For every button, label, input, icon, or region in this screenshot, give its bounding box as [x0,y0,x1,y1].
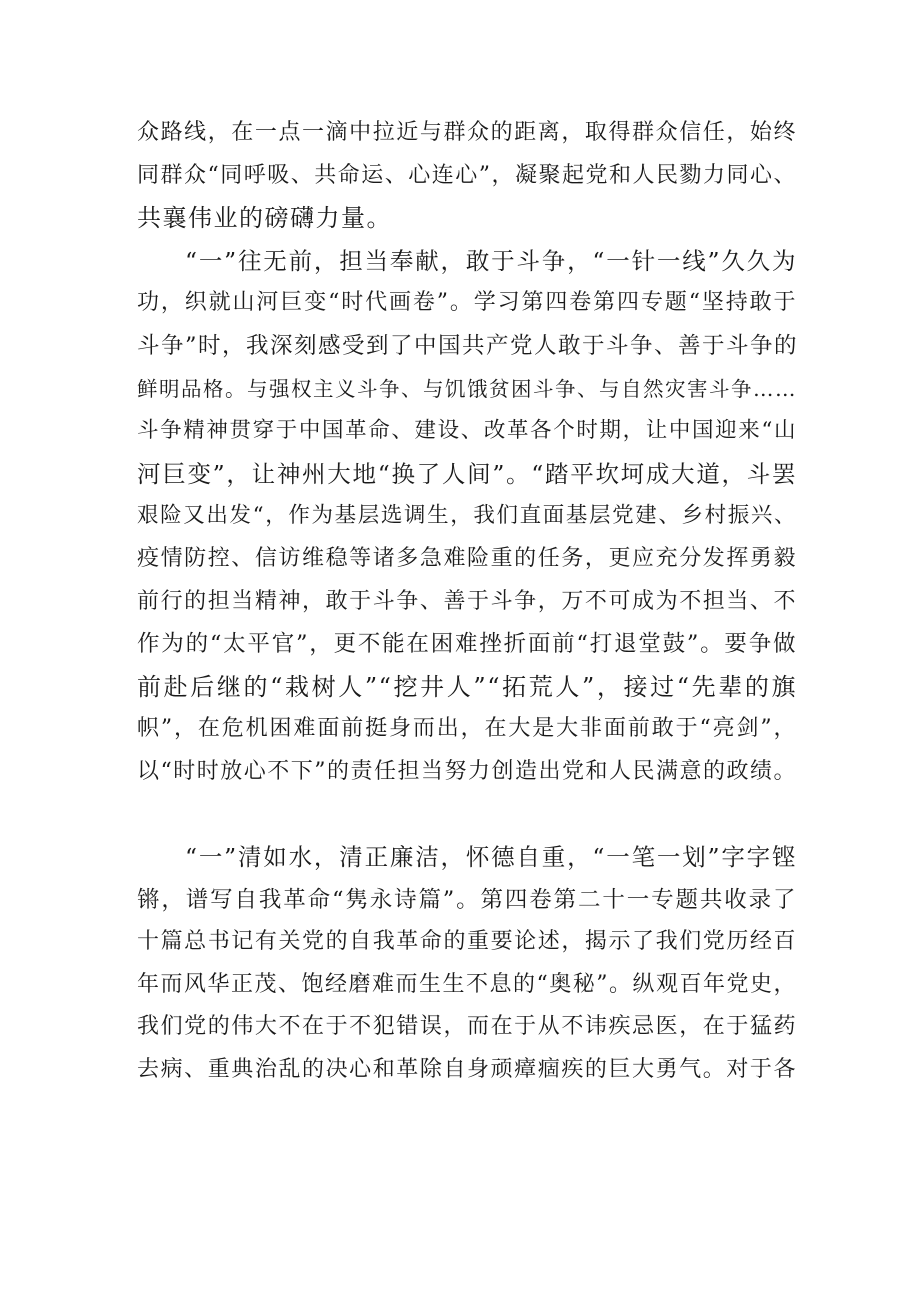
text-line: 众路线，在一点一滴中拉近与群众的距离，取得群众信任，始终 [137,120,797,145]
body-text [137,112,797,1092]
text-line: 功，织就山河巨变“时代画卷”。学习第四卷第四专题“坚持敢于 [137,290,797,316]
text-line: 共襄伟业的磅礴力量。 [137,204,392,233]
text-line: “一”清如水，清正廉洁，怀德自重，“一笔一划”字字铿 [185,843,797,872]
text-line: 斗争”时，我深刻感受到了中国共产党人敢于斗争、善于斗争的 [137,332,799,359]
text-line: 河巨变”，让神州大地“换了人间”。“踏平坎坷成大道，斗罢 [137,459,797,488]
text-line: 鲜明品格。与强权主义斗争、与饥饿贫困斗争、与自然灾害斗争…… [137,376,797,401]
text-line: 斗争精神贯穿于中国革命、建设、改革各个时期，让中国迎来“山 [137,418,797,444]
text-line: 前赴后继的“栽树人”“挖井人”“拓荒人”，接过“先辈的旗 [137,672,797,701]
text-line: “一”往无前，担当奉献，敢于斗争，“一针一线”久久为 [185,246,797,275]
text-line: 以“时时放心不下”的责任担当努力创造出党和人民满意的政绩。 [137,758,797,784]
text-line: 艰险又出发“，作为基层选调生，我们直面基层党建、乡村振兴、 [137,503,797,529]
text-line: 我们党的伟大不在于不犯错误，而在于从不讳疾忌医，在于猛药 [137,1014,797,1040]
text-line: 前行的担当精神，敢于斗争、善于斗争，万不可成为不担当、不 [137,588,797,614]
text-line: 十篇总书记有关党的自我革命的重要论述，揭示了我们党历经百 [137,929,797,955]
text-line [137,794,797,837]
text-line: 作为的“太平官”，更不能在困难挫折面前“打退堂鼓”。要争做 [137,631,797,658]
text-line: 同群众“同呼吸、共命运、心连心”，凝聚起党和人民勠力同心、 [137,162,797,188]
text-line: 锵，谱写自我革命“隽永诗篇”。第四卷第二十一专题共收录了 [137,886,797,913]
text-line: 疫情防控、信访维稳等诸多急难险重的任务，更应充分发挥勇毅 [137,545,797,571]
text-line: 帜”，在危机困难面前挺身而出，在大是大非面前敢于“亮剑”， [137,716,797,742]
text-line: 年而风华正茂、饱经磨难而生生不息的“奥秘”。纵观百年党史， [137,971,797,997]
text-line: 去病、重典治乱的决心和革除自身顽瘴痼疾的巨大勇气。对于各 [137,1057,797,1083]
